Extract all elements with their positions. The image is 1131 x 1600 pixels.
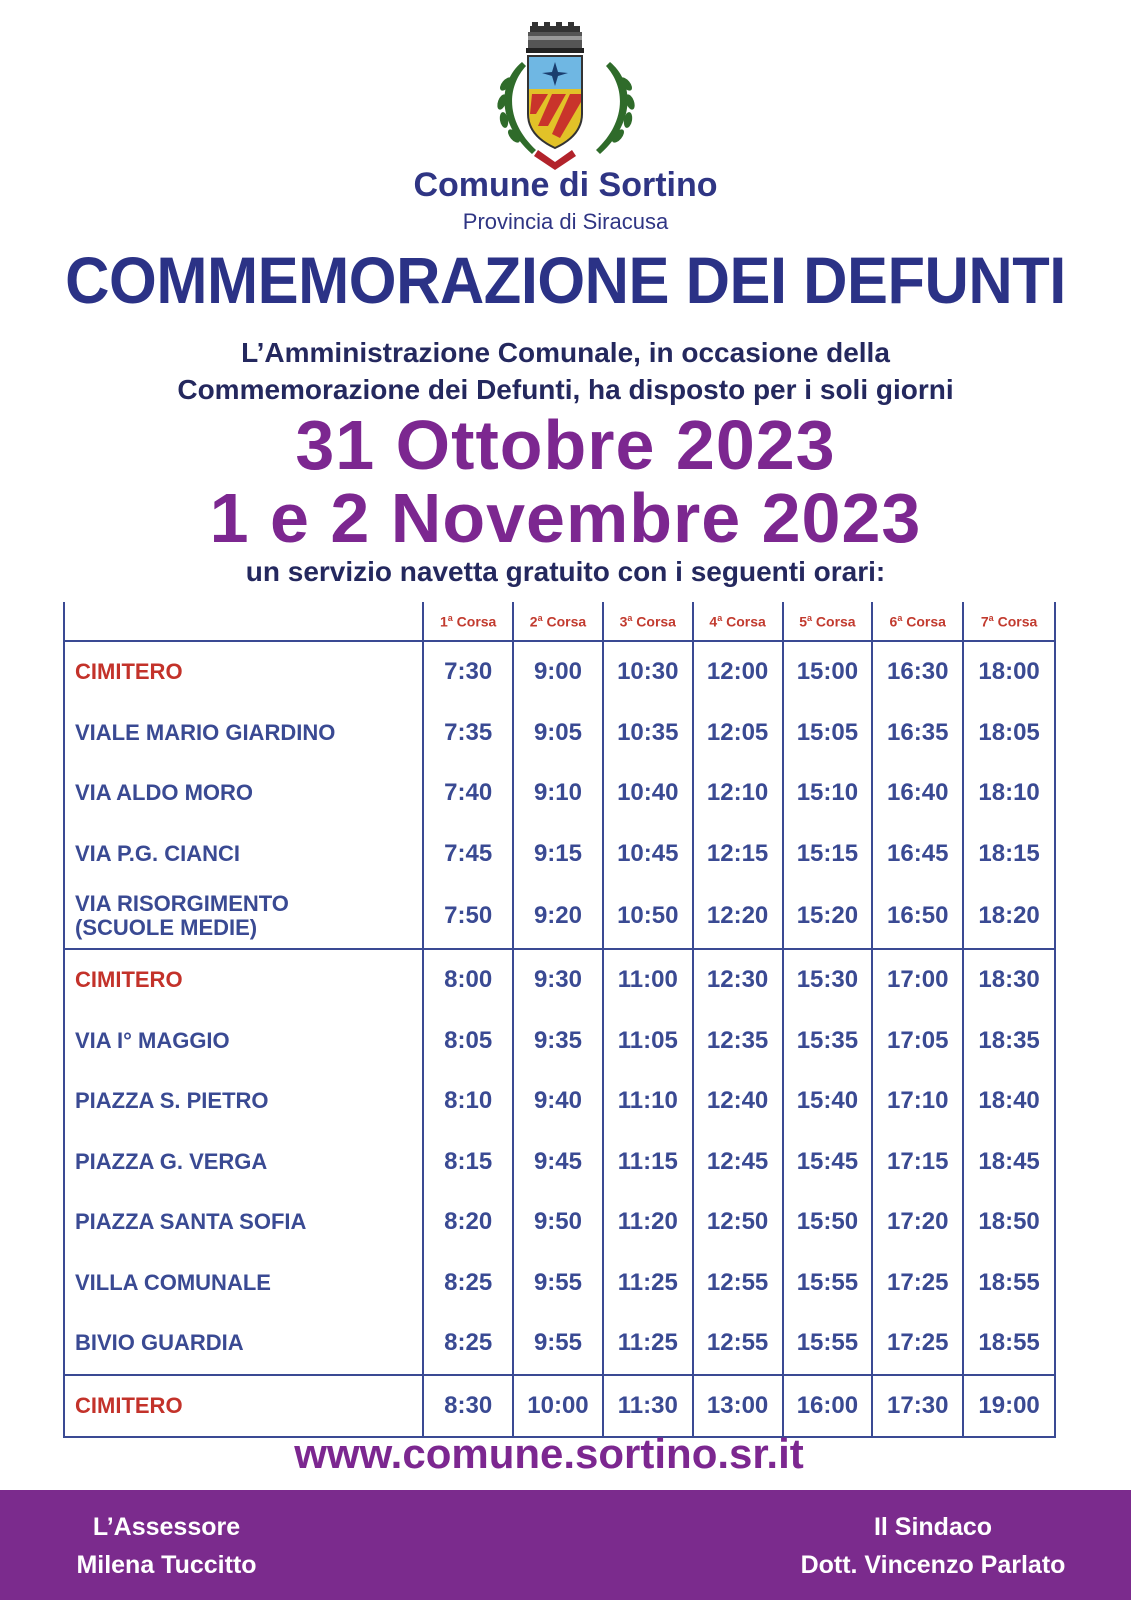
departure-time-cell: 18:30 bbox=[963, 949, 1055, 1011]
departure-time-cell: 8:20 bbox=[423, 1192, 513, 1253]
table-row bbox=[64, 884, 1055, 949]
column-number: 7 bbox=[980, 613, 989, 630]
column-label: Corsa bbox=[456, 613, 497, 630]
departure-time-cell: 12:05 bbox=[693, 703, 783, 764]
departure-time-cell: 15:50 bbox=[783, 1192, 873, 1253]
departure-time-cell: 17:05 bbox=[872, 1011, 963, 1072]
departure-time-cell: 16:40 bbox=[872, 763, 963, 824]
departure-time-cell: 11:10 bbox=[603, 1071, 693, 1132]
column-header-corsa-1 bbox=[423, 602, 513, 641]
table-row bbox=[64, 763, 1055, 824]
departure-time-cell: 11:25 bbox=[603, 1253, 693, 1314]
date-line-2: 1 e 2 Novembre 2023 bbox=[209, 479, 922, 557]
departure-time-cell: 15:10 bbox=[783, 763, 873, 824]
departure-time-cell: 12:45 bbox=[693, 1132, 783, 1193]
departure-time-cell: 7:35 bbox=[423, 703, 513, 764]
departure-time-cell: 17:10 bbox=[872, 1071, 963, 1132]
column-header-corsa-6 bbox=[872, 602, 963, 641]
stop-name: VIA I° MAGGIO bbox=[75, 1027, 230, 1053]
table-header-blank bbox=[64, 602, 423, 641]
stop-name: CIMITERO bbox=[75, 659, 183, 685]
departure-time-cell: 9:50 bbox=[513, 1192, 603, 1253]
departure-time-cell: 7:30 bbox=[423, 641, 513, 703]
table-row bbox=[64, 1375, 1055, 1438]
table-row bbox=[64, 1132, 1055, 1193]
sindaco-role: Il Sindaco bbox=[873, 1513, 993, 1541]
signature-assessore bbox=[54, 1508, 279, 1584]
stop-name: PIAZZA G. VERGA bbox=[75, 1148, 268, 1174]
departure-time-cell: 8:00 bbox=[423, 949, 513, 1011]
departure-time-cell: 15:00 bbox=[783, 641, 873, 703]
stop-name: VILLA COMUNALE bbox=[75, 1269, 271, 1295]
stop-name-cell bbox=[64, 703, 423, 764]
departure-time-cell: 9:15 bbox=[513, 824, 603, 885]
departure-time-cell: 15:40 bbox=[783, 1071, 873, 1132]
assessore-name: Milena Tuccitto bbox=[76, 1551, 257, 1579]
departure-time-cell: 18:15 bbox=[963, 824, 1055, 885]
departure-time-cell: 18:00 bbox=[963, 641, 1055, 703]
departure-time-cell: 17:15 bbox=[872, 1132, 963, 1193]
departure-time-cell: 19:00 bbox=[963, 1375, 1055, 1438]
table-row bbox=[64, 1071, 1055, 1132]
column-number: 5 bbox=[799, 613, 807, 630]
column-header-corsa-2 bbox=[513, 602, 603, 641]
municipality-name: Comune di Sortino bbox=[413, 166, 718, 204]
column-header-corsa-3 bbox=[603, 602, 693, 641]
departure-time-cell: 7:45 bbox=[423, 824, 513, 885]
departure-time-cell: 16:50 bbox=[872, 884, 963, 949]
departure-time-cell: 18:20 bbox=[963, 884, 1055, 949]
departure-time-cell: 9:45 bbox=[513, 1132, 603, 1193]
departure-time-cell: 18:05 bbox=[963, 703, 1055, 764]
column-ordinal: a bbox=[627, 612, 633, 623]
stop-name-cell bbox=[64, 1253, 423, 1314]
departure-time-cell: 10:00 bbox=[513, 1375, 603, 1438]
departure-time-cell: 15:15 bbox=[783, 824, 873, 885]
departure-time-cell: 18:40 bbox=[963, 1071, 1055, 1132]
stop-name-cell bbox=[64, 1375, 423, 1438]
departure-time-cell: 17:20 bbox=[872, 1192, 963, 1253]
column-number: 6 bbox=[889, 613, 898, 630]
departure-time-cell: 12:50 bbox=[693, 1192, 783, 1253]
departure-time-cell: 16:45 bbox=[872, 824, 963, 885]
departure-time-cell: 12:00 bbox=[693, 641, 783, 703]
stop-name: VIA ALDO MORO bbox=[75, 780, 254, 806]
departure-time-cell: 18:10 bbox=[963, 763, 1055, 824]
coat-of-arms-icon bbox=[492, 22, 640, 172]
departure-time-cell: 9:35 bbox=[513, 1011, 603, 1072]
column-ordinal: a bbox=[447, 612, 453, 623]
departure-time-cell: 7:40 bbox=[423, 763, 513, 824]
table-row bbox=[64, 824, 1055, 885]
column-ordinal: a bbox=[807, 612, 813, 623]
departure-time-cell: 15:35 bbox=[783, 1011, 873, 1072]
departure-time-cell: 18:55 bbox=[963, 1313, 1055, 1375]
assessore-role: L’Assessore bbox=[92, 1513, 241, 1541]
departure-time-cell: 11:15 bbox=[603, 1132, 693, 1193]
column-label: Corsa bbox=[636, 613, 676, 630]
departure-time-cell: 9:40 bbox=[513, 1071, 603, 1132]
column-label: Corsa bbox=[997, 613, 1038, 630]
departure-time-cell: 9:55 bbox=[513, 1313, 603, 1375]
stop-name-cell bbox=[64, 641, 423, 703]
table-row bbox=[64, 1192, 1055, 1253]
departure-time-cell: 12:40 bbox=[693, 1071, 783, 1132]
stop-name-cell bbox=[64, 1192, 423, 1253]
departure-time-cell: 17:00 bbox=[872, 949, 963, 1011]
stop-name: PIAZZA SANTA SOFIA bbox=[75, 1209, 307, 1235]
departure-time-cell: 17:30 bbox=[872, 1375, 963, 1438]
table-row bbox=[64, 1011, 1055, 1072]
departure-time-cell: 16:35 bbox=[872, 703, 963, 764]
table-header-row bbox=[64, 602, 1055, 641]
stop-name-detail: (SCUOLE MEDIE) bbox=[75, 915, 258, 940]
departure-time-cell: 16:30 bbox=[872, 641, 963, 703]
departure-time-cell: 7:50 bbox=[423, 884, 513, 949]
table-row bbox=[64, 949, 1055, 1011]
departure-time-cell: 9:05 bbox=[513, 703, 603, 764]
departure-time-cell: 8:25 bbox=[423, 1313, 513, 1375]
column-header-corsa-5 bbox=[783, 602, 873, 641]
province-name: Provincia di Siracusa bbox=[462, 209, 669, 234]
subtitle: un servizio navetta gratuito con i seguenti orari: bbox=[245, 556, 886, 587]
departure-time-cell: 9:20 bbox=[513, 884, 603, 949]
column-label: Corsa bbox=[815, 613, 856, 630]
stop-name-cell bbox=[64, 1071, 423, 1132]
stop-name-cell bbox=[64, 884, 423, 949]
sindaco-name: Dott. Vincenzo Parlato bbox=[800, 1551, 1066, 1579]
departure-time-cell: 12:55 bbox=[693, 1313, 783, 1375]
column-number: 1 bbox=[439, 613, 448, 630]
stop-name: CIMITERO bbox=[75, 967, 183, 993]
stop-name: VIA RISORGIMENTO bbox=[75, 891, 289, 916]
signature-sindaco bbox=[778, 1508, 1088, 1584]
departure-time-cell: 17:25 bbox=[872, 1313, 963, 1375]
departure-time-cell: 16:00 bbox=[783, 1375, 873, 1438]
crown-icon bbox=[526, 22, 584, 53]
departure-time-cell: 11:05 bbox=[603, 1011, 693, 1072]
departure-time-cell: 9:30 bbox=[513, 949, 603, 1011]
stop-name: BIVIO GUARDIA bbox=[75, 1330, 244, 1356]
departure-time-cell: 17:25 bbox=[872, 1253, 963, 1314]
departure-time-cell: 8:25 bbox=[423, 1253, 513, 1314]
table-row bbox=[64, 703, 1055, 764]
departure-time-cell: 15:55 bbox=[783, 1313, 873, 1375]
departure-time-cell: 12:20 bbox=[693, 884, 783, 949]
column-number: 4 bbox=[709, 613, 718, 630]
departure-time-cell: 15:05 bbox=[783, 703, 873, 764]
departure-time-cell: 18:55 bbox=[963, 1253, 1055, 1314]
departure-time-cell: 15:30 bbox=[783, 949, 873, 1011]
departure-time-cell: 8:05 bbox=[423, 1011, 513, 1072]
departure-time-cell: 13:00 bbox=[693, 1375, 783, 1438]
table-row bbox=[64, 1313, 1055, 1375]
departure-time-cell: 18:50 bbox=[963, 1192, 1055, 1253]
column-number: 3 bbox=[619, 613, 628, 630]
stop-name-cell bbox=[64, 1132, 423, 1193]
departure-time-cell: 10:45 bbox=[603, 824, 693, 885]
departure-time-cell: 18:35 bbox=[963, 1011, 1055, 1072]
departure-time-cell: 8:30 bbox=[423, 1375, 513, 1438]
intro-line-2: Commemorazione dei Defunti, ha disposto per i soli giorni bbox=[177, 374, 954, 405]
column-ordinal: a bbox=[537, 612, 543, 623]
departure-time-cell: 10:30 bbox=[603, 641, 693, 703]
departure-time-cell: 15:55 bbox=[783, 1253, 873, 1314]
column-ordinal: a bbox=[897, 612, 903, 623]
departure-time-cell: 10:35 bbox=[603, 703, 693, 764]
departure-time-cell: 11:20 bbox=[603, 1192, 693, 1253]
departure-time-cell: 10:40 bbox=[603, 763, 693, 824]
departure-time-cell: 12:15 bbox=[693, 824, 783, 885]
departure-time-cell: 11:00 bbox=[603, 949, 693, 1011]
table-row bbox=[64, 1253, 1055, 1314]
stop-name-cell bbox=[64, 763, 423, 824]
departure-time-cell: 18:45 bbox=[963, 1132, 1055, 1193]
stop-name: PIAZZA S. PIETRO bbox=[75, 1088, 269, 1114]
departure-time-cell: 9:00 bbox=[513, 641, 603, 703]
stop-name-cell bbox=[64, 824, 423, 885]
page-title: COMMEMORAZIONE DEI DEFUNTI bbox=[65, 243, 1066, 317]
date-line-1: 31 Ottobre 2023 bbox=[295, 406, 836, 484]
departure-time-cell: 10:50 bbox=[603, 884, 693, 949]
departure-time-cell: 11:25 bbox=[603, 1313, 693, 1375]
departure-time-cell: 15:20 bbox=[783, 884, 873, 949]
column-ordinal: a bbox=[717, 612, 723, 623]
departure-time-cell: 12:55 bbox=[693, 1253, 783, 1314]
departure-time-cell: 8:15 bbox=[423, 1132, 513, 1193]
shield-icon bbox=[528, 56, 582, 148]
departure-time-cell: 9:10 bbox=[513, 763, 603, 824]
column-label: Corsa bbox=[906, 613, 946, 630]
departure-time-cell: 9:55 bbox=[513, 1253, 603, 1314]
stop-name: CIMITERO bbox=[75, 1392, 183, 1418]
column-label: Corsa bbox=[726, 613, 766, 630]
column-label: Corsa bbox=[546, 613, 587, 630]
departure-time-cell: 12:10 bbox=[693, 763, 783, 824]
departure-time-cell: 8:10 bbox=[423, 1071, 513, 1132]
column-header-corsa-7 bbox=[963, 602, 1055, 641]
column-ordinal: a bbox=[988, 612, 994, 623]
column-number: 2 bbox=[529, 613, 538, 630]
stop-name-cell bbox=[64, 1011, 423, 1072]
column-header-corsa-4 bbox=[693, 602, 783, 641]
departure-time-cell: 12:35 bbox=[693, 1011, 783, 1072]
stop-name: VIA P.G. CIANCI bbox=[75, 840, 241, 866]
departure-time-cell: 12:30 bbox=[693, 949, 783, 1011]
intro-text bbox=[0, 334, 1131, 408]
website-url[interactable]: www.comune.sortino.sr.it bbox=[294, 1430, 804, 1477]
shuttle-schedule-table bbox=[63, 602, 1056, 1438]
stop-name: VIALE MARIO GIARDINO bbox=[75, 719, 336, 745]
intro-line-1: L’Amministrazione Comunale, in occasione della bbox=[241, 337, 890, 368]
stop-name-cell bbox=[64, 1313, 423, 1375]
departure-time-cell: 15:45 bbox=[783, 1132, 873, 1193]
stop-name-cell bbox=[64, 949, 423, 1011]
departure-time-cell: 11:30 bbox=[603, 1375, 693, 1438]
table-row bbox=[64, 641, 1055, 703]
